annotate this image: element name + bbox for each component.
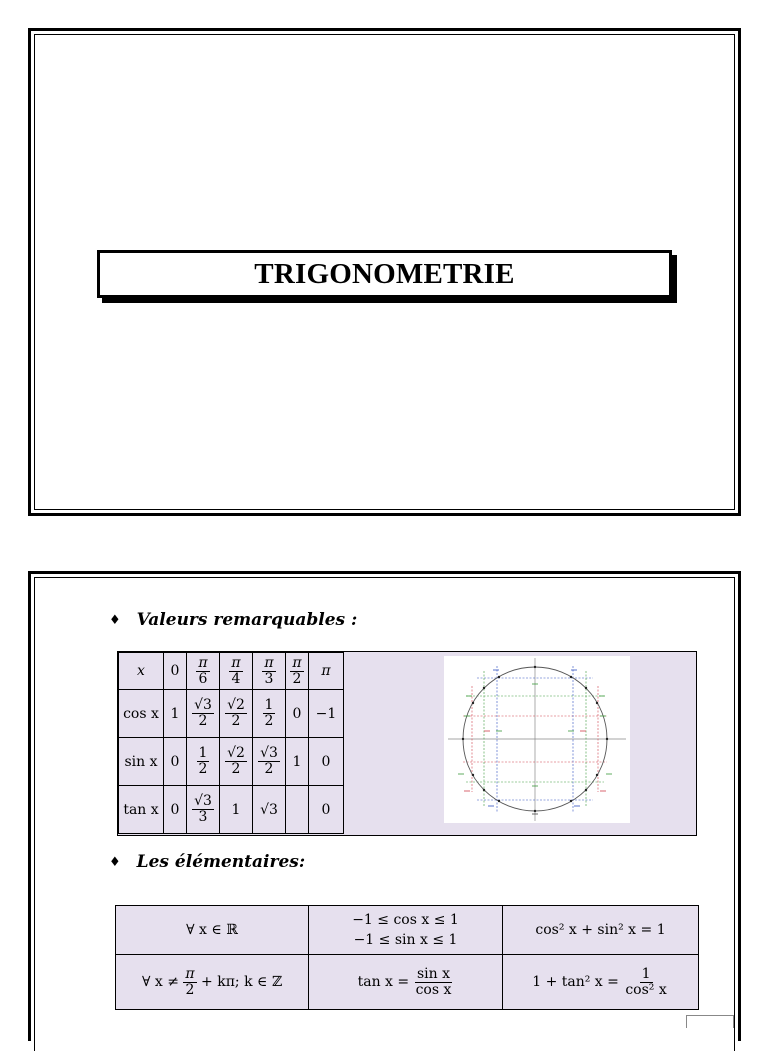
diamond-bullet-icon: ♦ [109,854,121,870]
numerator: 1 [198,745,208,762]
table-cell [220,738,253,786]
row-label-cos: cos x [119,690,164,738]
title-box [97,250,672,298]
table-cell: 0 [164,653,187,690]
numerator: 1 [264,697,274,714]
remarkable-values-panel [117,651,697,836]
numerator: π [185,965,195,982]
formula-text: + kπ; k ∈ ℤ [201,974,283,990]
table-cell [253,653,286,690]
table-cell [220,653,253,690]
table-cell [253,738,286,786]
remarkable-values-table [118,652,344,834]
numerator: √3 [260,745,278,762]
table-row [119,786,344,834]
formula-text: ∀ x ≠ [141,974,179,990]
fraction [197,746,210,776]
numerator: √3 [194,697,212,714]
table-cell: √3 [253,786,286,834]
table-cell [286,653,309,690]
numerator: 1 [641,965,651,982]
numerator: π [231,654,241,671]
table-cell [116,955,309,1010]
section-title: Les élémentaires: [136,852,306,872]
unit-circle-figure [444,656,630,823]
elementary-identities-table [115,905,699,1010]
table-row [119,738,344,786]
numerator: sin x [416,965,450,982]
denominator: cos² x [625,981,667,998]
table-cell: 1 [220,786,253,834]
table-cell: 0 [164,738,187,786]
row-label-tan: tan x [119,786,164,834]
denominator: 6 [198,670,208,687]
table-cell [503,955,699,1010]
table-cell: cos² x + sin² x = 1 [503,906,699,955]
diamond-bullet-icon: ♦ [109,612,121,628]
section-heading-elementary [109,852,305,872]
denominator: 2 [292,670,302,687]
table-cell: −1 [309,690,344,738]
section-heading-remarkable-values [109,610,357,630]
denominator: 2 [231,761,241,777]
content-page [28,571,741,1041]
document-title: TRIGONOMETRIE [254,257,515,290]
numerator: √2 [227,745,245,762]
inequality-line: −1 ≤ cos x ≤ 1 [352,912,459,928]
table-cell: 0 [286,690,309,738]
table-row [119,690,344,738]
row-label-sin: sin x [119,738,164,786]
denominator: 2 [231,713,241,729]
table-cell [253,690,286,738]
row-label-x: x [119,653,164,690]
table-cell [286,786,309,834]
fraction [225,698,247,728]
fraction [258,746,280,776]
denominator: 3 [264,670,274,687]
table-cell [220,690,253,738]
fraction [623,967,668,997]
table-cell [309,955,503,1010]
numerator: π [264,654,274,671]
fraction [192,794,214,824]
page-corner-tab [686,1015,734,1028]
numerator: √2 [227,697,245,714]
table-cell: 0 [164,786,187,834]
table-cell: 1 [286,738,309,786]
denominator: 2 [198,713,208,729]
numerator: π [292,654,302,671]
fraction [263,698,276,728]
table-cell [187,653,220,690]
numerator: π [198,654,208,671]
table-cell [187,786,220,834]
table-cell: 1 [164,690,187,738]
table-cell: 0 [309,738,344,786]
fraction [262,656,275,686]
formula-text: 1 + tan² x = [532,974,619,990]
denominator: 2 [185,981,195,998]
table-cell [309,906,503,955]
table-row [119,653,344,690]
fraction [225,746,247,776]
section-title: Valeurs remarquables : [136,610,358,630]
fraction [183,967,196,997]
denominator: 4 [231,670,241,687]
table-cell: 0 [309,786,344,834]
inequality-line: −1 ≤ sin x ≤ 1 [353,932,458,948]
table-row [116,906,699,955]
table-cell: π [309,653,344,690]
title-page [28,28,741,516]
denominator: 2 [198,761,208,777]
denominator: 2 [264,761,274,777]
fraction [196,656,209,686]
table-cell [187,738,220,786]
table-cell [187,690,220,738]
fraction [229,656,242,686]
fraction [290,656,303,686]
table-row [116,955,699,1010]
denominator: 2 [264,713,274,729]
denominator: 3 [198,809,208,825]
formula-text: tan x = [357,974,410,990]
denominator: cos x [415,981,452,998]
numerator: √3 [194,793,212,810]
table-cell: ∀ x ∈ ℝ [116,906,309,955]
fraction [192,698,214,728]
fraction [414,967,454,997]
